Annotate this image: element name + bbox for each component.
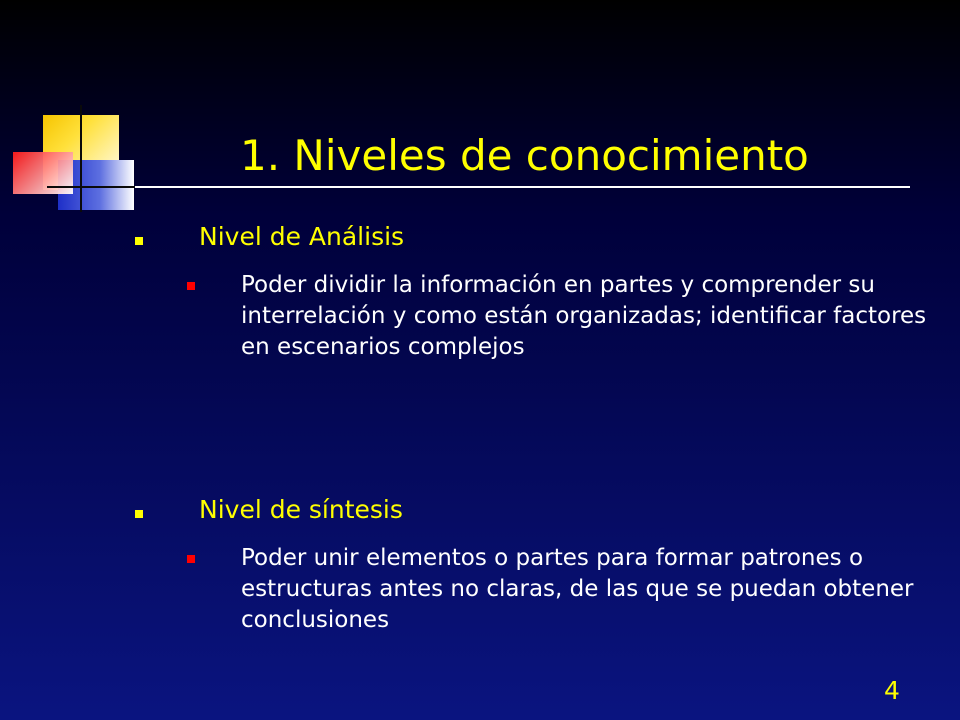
title-underline: [135, 186, 910, 188]
section-heading-synthesis: Nivel de síntesis: [199, 495, 403, 524]
section-detail-analysis: Poder dividir la información en partes y comprender su interrelación y como están organizadas; identificar factores en escenarios complejos: [241, 272, 927, 360]
section-detail-synthesis: Poder unir elementos o partes para formar patrones o estructuras antes no claras, de las que se puedan obtener conclusiones: [241, 545, 914, 633]
section-heading-analysis: Nivel de Análisis: [199, 222, 405, 251]
page-number: 4: [884, 676, 900, 705]
bullet-square-icon: [187, 555, 195, 563]
decor-vertical-line: [80, 105, 82, 212]
decor-horizontal-line: [47, 186, 142, 188]
bullet-square-icon: [135, 510, 143, 518]
bullet-square-icon: [135, 237, 143, 245]
bullet-square-icon: [187, 282, 195, 290]
slide-title: 1. Niveles de conocimiento: [240, 131, 809, 180]
